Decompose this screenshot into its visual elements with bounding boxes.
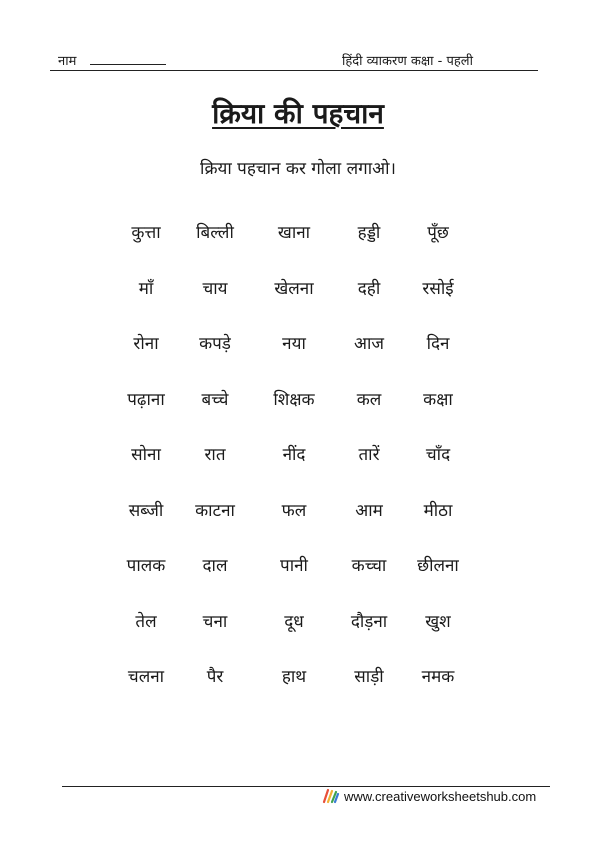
- word-item[interactable]: चना: [202, 611, 228, 632]
- word-item[interactable]: दही: [357, 278, 381, 299]
- word-item[interactable]: नया: [282, 334, 306, 354]
- word-item[interactable]: कक्षा: [423, 389, 453, 410]
- word-item[interactable]: नमक: [421, 667, 455, 687]
- word-item[interactable]: बच्चे: [201, 389, 229, 410]
- word-item[interactable]: कपड़े: [199, 334, 231, 354]
- word-item[interactable]: कुत्ता: [131, 223, 161, 243]
- word-item[interactable]: शिक्षक: [273, 389, 315, 410]
- word-item[interactable]: काटना: [195, 500, 235, 521]
- word-item[interactable]: रसोई: [422, 278, 454, 299]
- word-item[interactable]: साड़ी: [354, 667, 384, 687]
- word-item[interactable]: पढ़ाना: [127, 389, 165, 410]
- page-title: क्रिया की पहचान: [212, 97, 384, 130]
- word-item[interactable]: माँ: [138, 278, 154, 299]
- word-item[interactable]: चाय: [202, 278, 228, 299]
- instruction-text: क्रिया पहचान कर गोला लगाओ।: [200, 159, 396, 179]
- word-item[interactable]: मीठा: [423, 500, 453, 521]
- name-label: नाम: [58, 54, 77, 69]
- word-item[interactable]: चलना: [127, 667, 165, 687]
- word-item[interactable]: कच्चा: [351, 556, 387, 576]
- word-item[interactable]: खाना: [277, 223, 311, 243]
- word-item[interactable]: कल: [356, 389, 382, 410]
- word-item[interactable]: तारें: [358, 445, 380, 465]
- word-item[interactable]: खुश: [425, 611, 451, 632]
- word-item[interactable]: रात: [204, 445, 226, 465]
- word-item[interactable]: आम: [355, 500, 383, 521]
- word-item[interactable]: तेल: [135, 611, 157, 632]
- word-item[interactable]: रोना: [133, 334, 159, 354]
- word-item[interactable]: फल: [281, 500, 307, 521]
- word-item[interactable]: हड्डी: [357, 223, 381, 243]
- word-item[interactable]: खेलना: [274, 278, 314, 299]
- pencil-logo-icon: [322, 788, 340, 804]
- word-item[interactable]: पानी: [280, 556, 308, 576]
- word-item[interactable]: छीलना: [417, 556, 459, 576]
- word-item[interactable]: पैर: [206, 667, 224, 687]
- word-item[interactable]: दिन: [426, 334, 450, 354]
- word-item[interactable]: दूध: [284, 611, 304, 632]
- subject-label: हिंदी व्याकरण कक्षा - पहली: [342, 54, 473, 69]
- word-item[interactable]: पालक: [126, 556, 166, 576]
- website-link[interactable]: www.creativeworksheetshub.com: [344, 788, 537, 804]
- footer: [322, 787, 536, 805]
- word-item[interactable]: दाल: [202, 556, 228, 576]
- word-item[interactable]: हाथ: [281, 667, 307, 687]
- word-item[interactable]: नींद: [282, 445, 306, 465]
- word-item[interactable]: आज: [354, 334, 384, 354]
- word-item[interactable]: दौड़ना: [350, 611, 388, 632]
- word-item[interactable]: पूँछ: [427, 223, 449, 243]
- word-item[interactable]: सोना: [131, 445, 161, 465]
- word-item[interactable]: बिल्ली: [196, 223, 234, 243]
- word-item[interactable]: चाँद: [425, 445, 451, 465]
- word-item[interactable]: सब्जी: [128, 500, 164, 521]
